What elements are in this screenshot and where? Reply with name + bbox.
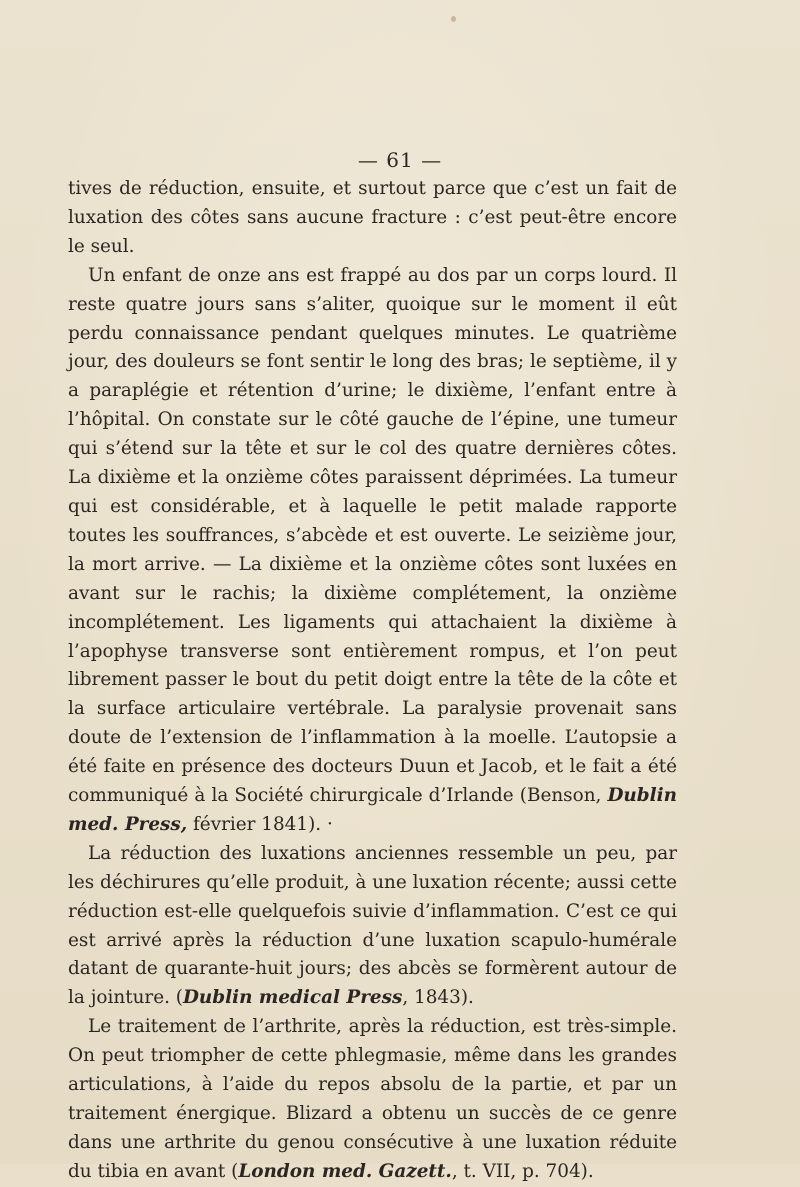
text-segment: Un enfant de onze ans est frappé au dos par un corps lourd. Il reste quatre jours sans s’aliter, quoique sur le moment il eût perdu connaissance pendant quelques minutes. Le quatrième jour, des douleurs se font sentir le long des bras; le septième, il y a paraplégie et rétention d’urine; le dixième, l’enfant entre à l’hôpital. On constate sur le côté gauche de l’épine, une tumeur qui s’étend sur la tête et sur le col des quatre dernières côtes. La dixième et la onzième côtes paraissent déprimées. La tumeur qui est considérable, et à laquelle le petit malade rapporte toutes les souffrances, s’abcède et est ouverte. Le seizième jour, la mort arrive. — La dixième et la onzième côtes sont luxées en avant sur le rachis; la dixième complétement, la onzième incomplétement. Les ligaments qui attachaient la dixième à l’apophyse transverse sont entièrement rompus, et l’on peut librement passer le bout du petit doigt entre la tête de la côte et la surface articulaire vertébrale. La paralysie provenait sans doute de l’extension de l’inflammation à la moelle. L’autopsie a été faite en présence des docteurs Duun et Jacob, et le fait a été communiqué à la Société chirurgicale d’Irlande (Benson,: [68, 264, 677, 807]
text-segment: Le traitement de l’arthrite, après la réduction, est très-simple. On peut triompher de cette phlegmasie, même dans les grandes articulations, à l’aide du repos absolu de la partie, et par un traitement énergique. Blizard a obtenu un succès de ce genre dans une arthrite du genou consécutive à une luxation réduite du tibia en avant (: [68, 1016, 677, 1182]
text-segment: , t. VII, p. 704).: [451, 1160, 594, 1182]
paragraph: [68, 840, 677, 1013]
paper-speck: [451, 16, 456, 22]
paragraph: [68, 175, 677, 262]
text-segment: , 1843).: [402, 987, 474, 1009]
citation-italic: Dublin medical Press: [182, 987, 403, 1009]
text-segment: février 1841). ·: [187, 813, 333, 835]
page-number: — 61 —: [357, 148, 443, 172]
text-segment: tives de réduction, ensuite, et surtout parce que c’est un fait de luxation des côtes sans aucune fracture : c’est peut-être encore le seul.: [68, 178, 677, 257]
citation-italic: Dublin med. Press,: [68, 785, 677, 835]
page-body: [68, 175, 677, 1187]
paragraph: [68, 1013, 677, 1186]
text-segment: La réduction des luxations anciennes ressemble un peu, par les déchirures qu’elle produit, à une luxation récente; aussi cette réduction est-elle quelquefois suivie d’inflammation. C’est ce qui est arrivé après la réduction d’une luxation scapulo-humérale datant de quarante-huit jours; des abcès se formèrent autour de la jointure. (: [68, 842, 677, 1009]
citation-italic: London med. Gazett.: [238, 1160, 452, 1182]
paragraph: [68, 262, 677, 840]
